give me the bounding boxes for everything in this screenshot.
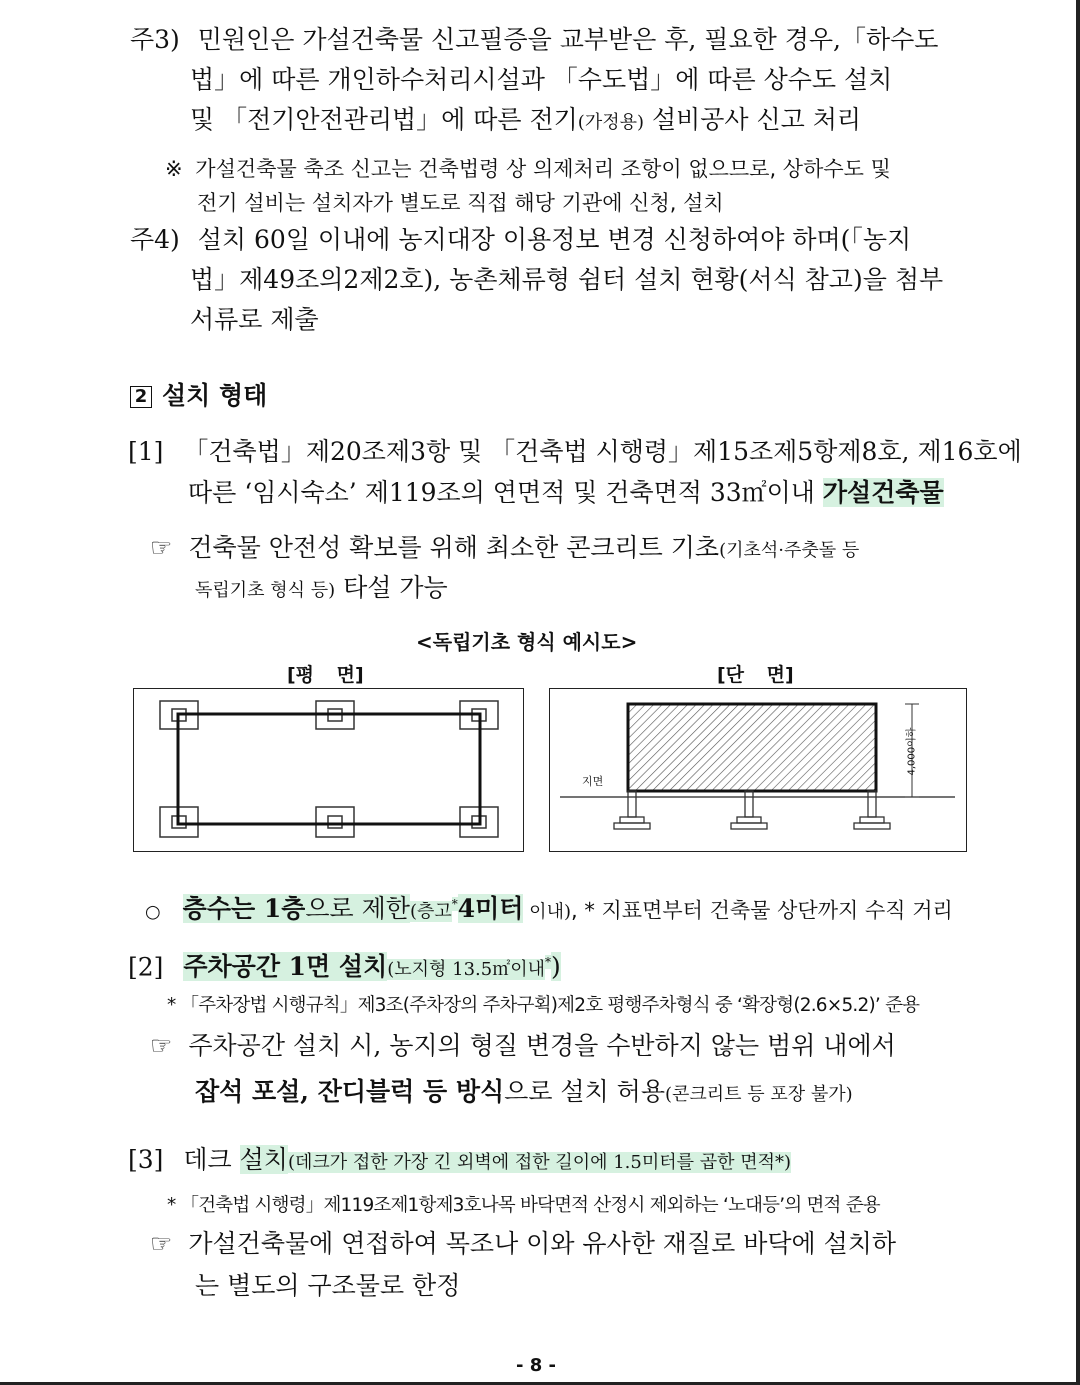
plan-label: [평 면] [287, 664, 364, 686]
item2-star: * [545, 955, 551, 969]
remark-line2: 전기 설비는 설치자가 별도로 직접 해당 기관에 신청, 설치 [197, 191, 724, 215]
note4-line2: 법」제49조의2제2호), 농촌체류형 쉼터 설치 현황(서식 참고)을 첨부 [190, 265, 944, 294]
remark-symbol: ※ [165, 157, 183, 181]
note3-text3b: 설비공사 신고 처리 [644, 105, 862, 134]
note4-text1: 설치 60일 이내에 농지대장 이용정보 변경 신청하여야 하며(「농지 [197, 225, 912, 254]
item3-text: 데크 [183, 1145, 240, 1174]
note3-text1: 민원인은 가설건축물 신고필증을 교부받은 후, 필요한 경우,「하수도 [197, 25, 939, 54]
floor-note [145, 888, 953, 928]
item3-label: [3] [128, 1145, 164, 1174]
item3-hand-line2: 는 별도의 구조물로 한정 [195, 1271, 461, 1300]
item1-text1: 「건축법」제20조제3항 및 「건축법 시행령」제15조제5항제8호, 제16호에 [183, 437, 1022, 466]
hand-icon: ☞ [150, 533, 173, 562]
section-view-diagram [549, 688, 967, 852]
floor-note-star: * [451, 897, 458, 911]
floor-note-small-b: 이내) [523, 901, 571, 923]
section2-number: 2 [130, 386, 152, 408]
note3-line1 [130, 24, 938, 56]
item1-label: [1] [128, 437, 164, 466]
item2-ref: * 「주차장법 시행규칙」제3조(주차장의 주차구획)제2호 평행주차형식 중 ‘확장형(2.6×5.2)’ 준용 [167, 995, 920, 1016]
floor-note-text-a: 으로 제한 [305, 894, 410, 924]
remark-line1 [165, 153, 891, 185]
item3-hand-line1 [150, 1228, 896, 1260]
item1-hand-line2 [195, 572, 448, 607]
floor-note-small-a: (층고 [409, 901, 452, 923]
remark-text1: 가설건축물 축조 신고는 건축법령 상 의제처리 조항이 없으므로, 상하수도 및 [195, 157, 891, 181]
item3-highlight-small: (데크가 접한 가장 긴 외벽에 접한 길이에 1.5미터를 곱한 면적*) [287, 1152, 792, 1173]
item2-hand-line2 [195, 1076, 853, 1111]
page-number: - 8 - [516, 1355, 556, 1376]
note4-label: 주4) [130, 225, 180, 254]
item2-hand-small: (콘크리트 등 포장 불가) [664, 1084, 853, 1105]
item2-hand-bold: 잡석 포설, 잔디블럭 등 방식 [195, 1077, 505, 1106]
note4-line1 [130, 224, 911, 256]
hand-icon: ☞ [150, 1229, 173, 1258]
figure-caption: <독립기초 형식 예시도> [416, 630, 638, 654]
note3-text3a: 및 「전기안전관리법」에 따른 전기 [190, 105, 578, 134]
item1-line1 [128, 436, 1022, 468]
section2-title: 설치 형태 [162, 381, 268, 410]
page-right-border [1076, 0, 1080, 1385]
item1-highlight: 가설건축물 [822, 478, 944, 507]
item1-hand-small2: 독립기초 형식 등) [195, 580, 336, 601]
item1-line2 [188, 477, 944, 509]
section2-heading [130, 380, 267, 412]
item2-hand-line1 [150, 1030, 896, 1062]
item2-hand-text2: 으로 설치 허용 [504, 1077, 665, 1106]
item2-hand-text1: 주차공간 설치 시, 농지의 형질 변경을 수반하지 않는 범위 내에서 [188, 1031, 896, 1060]
floor-note-highlight: 층수는 1층 [182, 894, 306, 924]
item2-label: [2] [128, 952, 164, 982]
item2-line [128, 946, 561, 986]
ground-label: 지면 [582, 775, 604, 788]
item2-highlight: 주차공간 1면 설치 [183, 952, 388, 982]
section-label: [단 면] [717, 664, 794, 686]
item1-text2: 따른 ‘임시숙소’ 제119조의 연면적 및 건축면적 33㎡이내 [188, 478, 823, 507]
item1-hand-line1 [150, 532, 859, 567]
bullet-icon: ○ [145, 901, 161, 923]
item2-small: (노지형 13.5㎡이내 [387, 959, 545, 981]
plan-view-diagram [133, 688, 524, 852]
height-label: 4,000이하 [906, 727, 918, 776]
item2-close: ) [551, 952, 561, 982]
floor-note-bold: 4미터 [457, 894, 524, 924]
hand-icon: ☞ [150, 1031, 173, 1060]
item3-line [128, 1144, 791, 1179]
note3-line3 [190, 104, 861, 139]
note3-text3-small: (가정용) [577, 112, 645, 133]
note3-label: 주3) [130, 25, 180, 54]
item3-highlight: 설치 [239, 1145, 288, 1174]
note4-line3: 서류로 제출 [190, 305, 319, 334]
item3-hand-text1: 가설건축물에 연접하여 목조나 이와 유사한 재질로 바닥에 설치하 [188, 1229, 897, 1258]
item3-ref: * 「건축법 시행령」제119조제1항제3호나목 바닥면적 산정시 제외하는 ‘노대등’의 면적 준용 [167, 1195, 880, 1216]
item1-hand-text1: 건축물 안전성 확보를 위해 최소한 콘크리트 기초 [188, 533, 720, 562]
item1-hand-text2: 타설 가능 [335, 573, 448, 602]
plan-view-svg [134, 689, 523, 851]
floor-note-text-b: , * 지표면부터 건축물 상단까지 수직 거리 [570, 898, 953, 923]
note3-line2: 법」에 따른 개인하수처리시설과 「수도법」에 따른 상수도 설치 [190, 65, 893, 94]
item1-hand-small1: (기초석·주춧돌 등 [719, 540, 860, 561]
